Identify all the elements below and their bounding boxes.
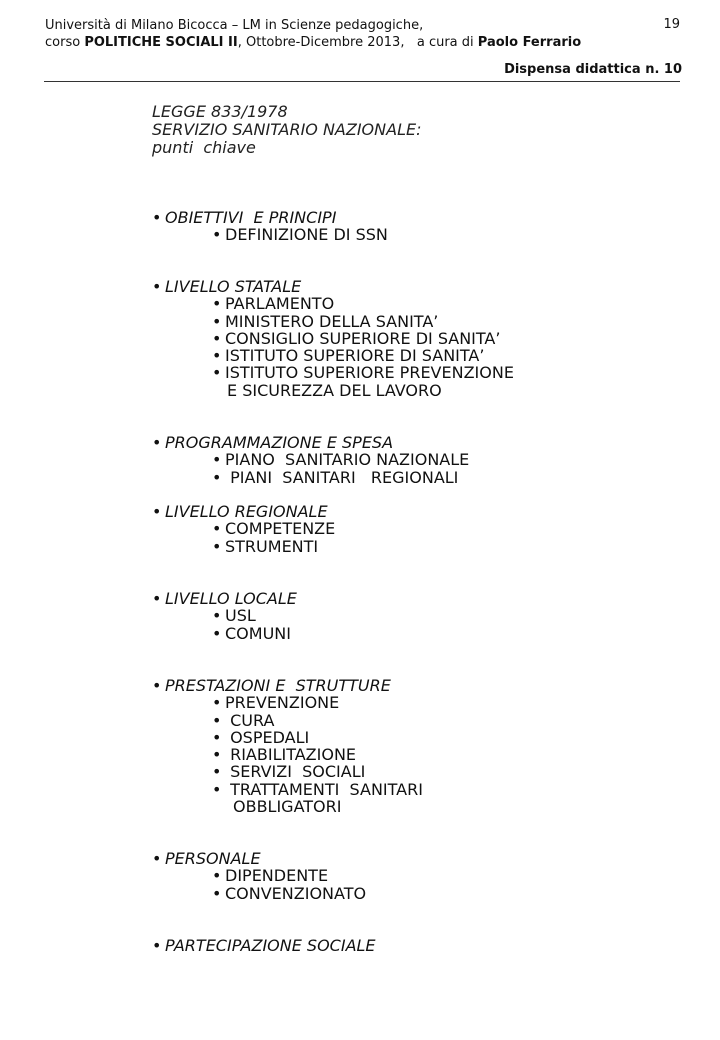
list-item: • PREVENZIONE [212,693,340,713]
section-heading: • OBIETTIVI E PRINCIPI [152,208,337,227]
section-personale [152,850,366,902]
bullet-icon: • [152,502,162,521]
section-obiettivi [152,209,388,244]
dispensa-label: Dispensa didattica n. 10 [504,62,682,77]
list-item: • CURA [212,710,275,730]
bullet-icon: • [212,519,222,539]
list-item: • ISTITUTO SUPERIORE DI SANITA’ [212,346,485,366]
list-item-continuation: OBBLIGATORI [233,797,342,817]
bullet-icon: • [212,762,222,782]
section-livello-statale [152,278,514,399]
list-item: • CONSIGLIO SUPERIORE DI SANITA’ [212,328,501,348]
bullet-icon: • [212,883,222,903]
section-prestazioni [152,677,423,815]
bullet-icon: • [212,606,222,626]
bullet-icon: • [152,208,162,227]
section-livello-regionale [152,503,335,555]
list-item: • SERVIZI SOCIALI [212,762,366,782]
list-item: • RIABILITAZIONE [212,745,357,765]
author-name: Paolo Ferrario [477,35,582,50]
section-heading: • PROGRAMMAZIONE E SPESA [152,433,394,452]
list-item: • MINISTERO DELLA SANITA’ [212,311,439,331]
header-line-1: Università di Milano Bicocca – LM in Scienze pedagogiche, [45,18,424,33]
bullet-icon: • [212,346,222,366]
bullet-icon: • [212,363,222,383]
list-item: • COMPETENZE [212,519,336,539]
header-prefix: corso [45,35,85,50]
list-item: • DIPENDENTE [212,866,329,886]
header-mid: , Ottobre-Dicembre 2013, a cura di [237,35,478,50]
list-item: • PIANI SANITARI REGIONALI [212,467,459,487]
list-item: • COMUNI [212,623,291,643]
header-divider [44,81,680,82]
title-line-2: SERVIZIO SANITARIO NAZIONALE: [152,120,422,139]
bullet-icon: • [212,745,222,765]
section-heading: • LIVELLO LOCALE [152,589,297,608]
bullet-icon: • [152,589,162,608]
section-partecipazione [152,937,376,954]
page-number: 19 [663,17,680,32]
bullet-icon: • [152,433,162,452]
bullet-icon: • [212,294,222,314]
section-livello-locale [152,590,297,642]
list-item: • OSPEDALI [212,727,310,747]
list-item-continuation: E SICUREZZA DEL LAVORO [227,380,442,400]
bullet-icon: • [152,849,162,868]
section-programmazione [152,434,469,486]
section-heading: • PARTECIPAZIONE SOCIALE [152,936,376,955]
list-item: • PIANO SANITARIO NAZIONALE [212,450,470,470]
document-title [152,103,421,157]
bullet-icon: • [212,311,222,331]
bullet-icon: • [212,467,222,487]
list-item: • TRATTAMENTI SANITARI [212,779,423,799]
bullet-icon: • [212,450,222,470]
bullet-icon: • [212,779,222,799]
section-heading: • PERSONALE [152,849,261,868]
title-line-3: punti chiave [152,138,256,157]
bullet-icon: • [212,623,222,643]
list-item: • STRUMENTI [212,536,319,556]
header-line-2 [45,34,581,51]
bullet-icon: • [152,277,162,296]
bullet-icon: • [152,936,162,955]
bullet-icon: • [212,328,222,348]
bullet-icon: • [212,693,222,713]
bullet-icon: • [212,727,222,747]
section-heading: • LIVELLO REGIONALE [152,502,328,521]
list-item: • DEFINIZIONE DI SSN [212,225,388,245]
list-item: • PARLAMENTO [212,294,335,314]
section-heading: • PRESTAZIONI E STRUTTURE [152,676,391,695]
bullet-icon: • [152,676,162,695]
bullet-icon: • [212,710,222,730]
course-name: POLITICHE SOCIALI II [84,35,238,50]
list-item: • ISTITUTO SUPERIORE PREVENZIONE [212,363,514,383]
list-item: • USL [212,606,256,626]
bullet-icon: • [212,225,222,245]
title-line-1: LEGGE 833/1978 [152,102,288,121]
section-heading: • LIVELLO STATALE [152,277,302,296]
list-item: • CONVENZIONATO [212,883,367,903]
bullet-icon: • [212,866,222,886]
bullet-icon: • [212,536,222,556]
